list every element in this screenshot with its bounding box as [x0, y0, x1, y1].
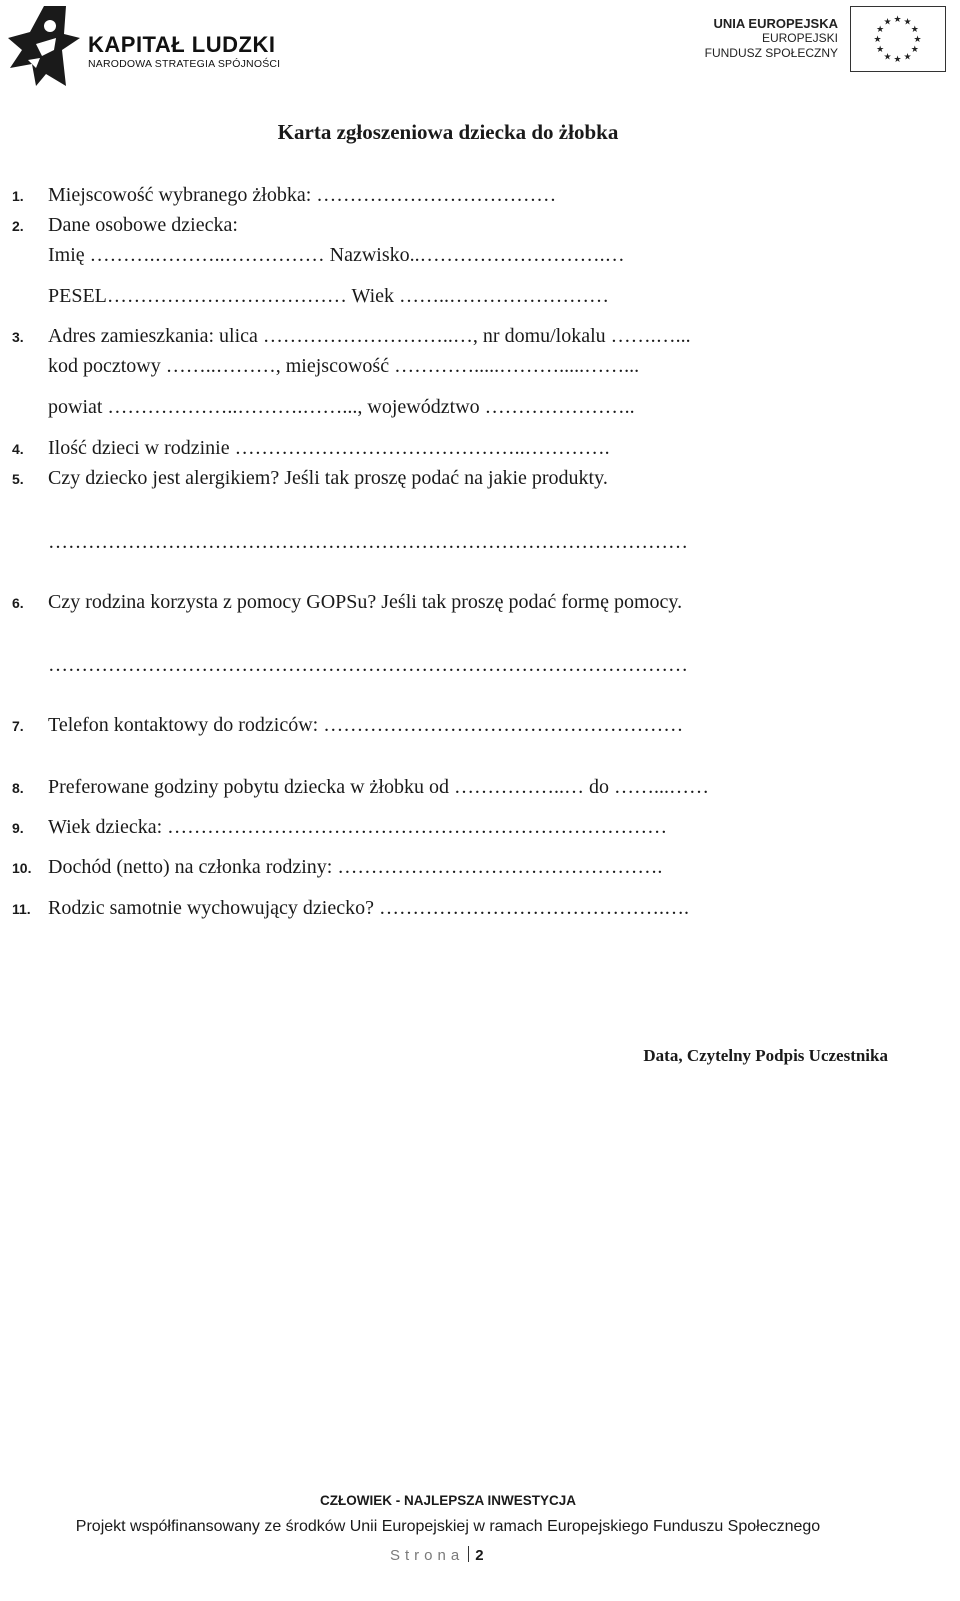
footer-note: Projekt współfinansowany ze środków Unii Europejskiej w ramach Europejskiego Funduszu Społecznego [75, 1518, 821, 1535]
item-number: 5. [12, 471, 24, 487]
eu-logo-line2: EUROPEJSKI [761, 31, 838, 45]
page-number [390, 1546, 484, 1564]
form-title: Karta zgłoszeniowa dziecka do żłobka [277, 120, 619, 144]
svg-text:★: ★ [910, 45, 919, 55]
form-line[interactable]: kod pocztowy ……..………, miejscowość ………….....……….....……... [48, 355, 640, 377]
svg-text:★: ★ [893, 15, 902, 25]
item-number: 6. [12, 595, 24, 611]
form-line[interactable]: Adres zamieszkania: ulica ………………………..…, nr domu/lokalu …….…... [48, 325, 691, 347]
svg-text:★: ★ [903, 17, 912, 28]
item-number: 7. [12, 718, 24, 734]
form-line[interactable]: Wiek dziecka: ………………………………………………………………… [48, 816, 668, 838]
form-line[interactable]: Telefon kontaktowy do rodziców: ……………………………………………… [48, 714, 684, 736]
eu-logo [696, 4, 946, 74]
logo-subtitle: NARODOWA STRATEGIA SPÓJNOŚCI [88, 58, 281, 70]
svg-text:★: ★ [910, 25, 919, 35]
svg-text:★: ★ [876, 25, 885, 35]
form-line[interactable]: Preferowane godziny pobytu dziecka w żłobku od ……………..… do ……...…… [48, 776, 709, 798]
eu-logo-line1: UNIA EUROPEJSKA [713, 16, 838, 31]
svg-text:★: ★ [876, 45, 885, 55]
item-number: 10. [12, 860, 32, 876]
svg-text:★: ★ [873, 35, 882, 45]
eu-flag-icon [850, 6, 946, 72]
svg-text:★: ★ [893, 55, 902, 65]
item-number: 4. [12, 441, 24, 457]
item-number: 3. [12, 329, 24, 345]
item-number: 9. [12, 820, 24, 836]
page-number-value: 2 [475, 1547, 484, 1564]
form-line[interactable]: Dochód (netto) na członka rodziny: …………………………………………. [48, 856, 663, 878]
form-line[interactable]: PESEL……………………………… Wiek ……..…………………… [48, 285, 610, 307]
item-number: 1. [12, 188, 24, 204]
item-number: 8. [12, 780, 24, 796]
svg-text:★: ★ [883, 17, 892, 28]
form-line[interactable]: Miejscowość wybranego żłobka: ……………………………… [48, 184, 557, 206]
form-line[interactable]: Ilość dzieci w rodzinie ……………………………………..…………. [48, 437, 610, 459]
form-line[interactable]: …………………………………………………………………………………… [48, 654, 688, 676]
form-line[interactable]: Czy rodzina korzysta z pomocy GOPSu? Jeśli tak proszę podać formę pomocy. [48, 591, 683, 613]
eu-logo-line3: FUNDUSZ SPOŁECZNY [704, 46, 838, 60]
item-number: 11. [12, 901, 31, 917]
footer-motto: CZŁOWIEK - NAJLEPSZA INWESTYCJA [319, 1493, 576, 1508]
svg-text:★: ★ [913, 35, 922, 45]
svg-text:★: ★ [883, 52, 892, 63]
form-line[interactable]: Imię ……….………..…………… Nazwisko..……………………….… [48, 244, 625, 266]
form-line[interactable]: Rodzic samotnie wychowujący dziecko? …………………………………….…. [48, 897, 689, 919]
signature-label: Data, Czytelny Podpis Uczestnika [643, 1046, 888, 1065]
page-label: Strona [390, 1547, 465, 1564]
eu-logo-text [705, 16, 838, 61]
page-divider [468, 1546, 469, 1562]
kapital-ludzki-logo-icon [6, 4, 82, 88]
kapital-ludzki-logo [6, 4, 306, 90]
form-line[interactable]: Czy dziecko jest alergikiem? Jeśli tak proszę podać na jakie produkty. [48, 467, 608, 489]
form-line[interactable]: …………………………………………………………………………………… [48, 531, 688, 553]
svg-text:★: ★ [903, 52, 912, 63]
form-line[interactable]: powiat ………………..……….……..., województwo ………………….. [48, 396, 635, 418]
logo-title: KAPITAŁ LUDZKI [88, 32, 276, 57]
item-number: 2. [12, 218, 24, 234]
form-line[interactable]: Dane osobowe dziecka: [48, 214, 238, 236]
